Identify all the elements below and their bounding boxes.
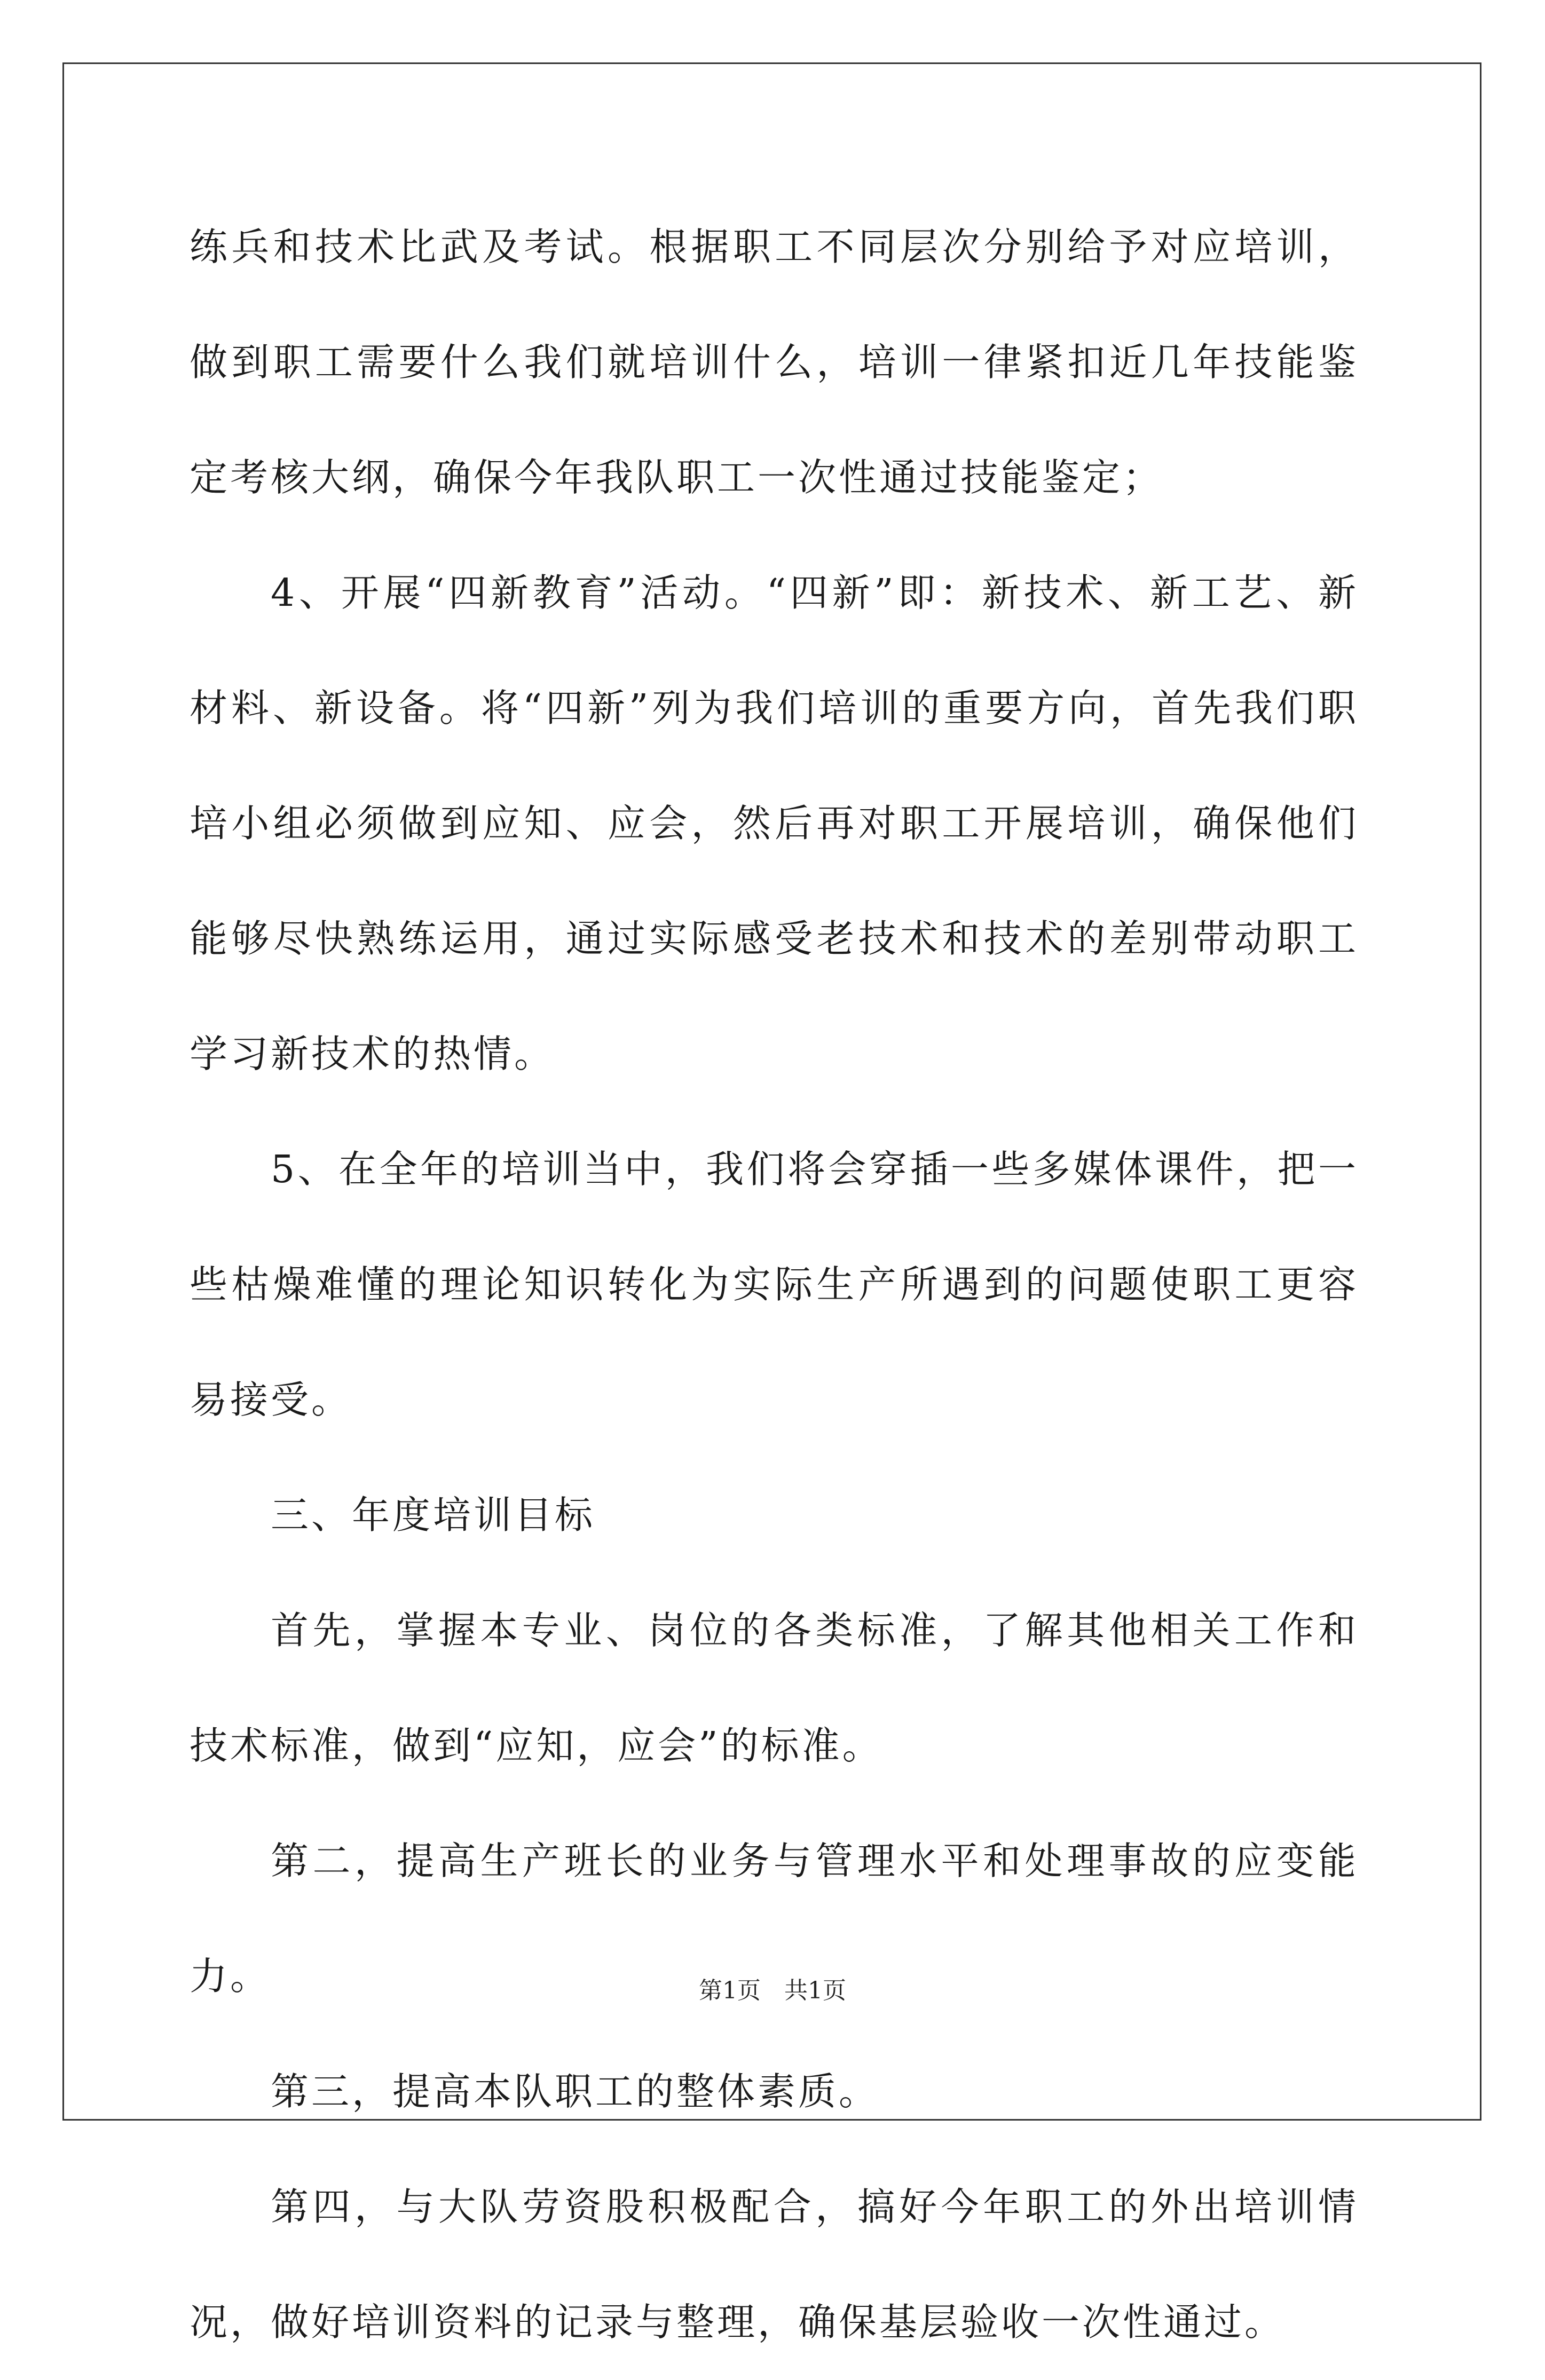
section-heading: 三、年度培训目标 [271, 1493, 596, 1537]
document-body [190, 189, 1359, 2380]
paragraph-item-5: 5、在全年的培训当中，我们将会穿插一些多媒体课件，把一些枯燥难懂的理论知识转化为实际生产所遇到的问题使职工更容易接受。 [190, 1147, 1359, 1422]
paragraph-item-4: 4、开展“四新教育”活动。“四新”即：新技术、新工艺、新材料、新设备。将“四新”列为我们培训的重要方向，首先我们职培小组必须做到应知、应会，然后再对职工开展培训，确保他们能够尽快熟练运用，通过实际感受老技术和技术的差别带动职工学习新技术的热情。 [190, 571, 1359, 1076]
paragraph-goal-third: 第三，提高本队职工的整体素质。 [271, 2069, 880, 2114]
paragraph-continuation: 练兵和技术比武及考试。根据职工不同层次分别给予对应培训，做到职工需要什么我们就培训什么，培训一律紧扣近几年技能鉴定考核大纲，确保今年我队职工一次性通过技能鉴定； [190, 225, 1359, 500]
page-number: 第1页 [699, 1977, 761, 2004]
paragraph-goal-fourth: 第四，与大队劳资股积极配合，搞好今年职工的外出培训情况，做好培训资料的记录与整理，确保基层验收一次性通过。 [190, 2185, 1359, 2344]
paragraph-goal-first: 首先，掌握本专业、岗位的各类标准，了解其他相关工作和技术标准，做到“应知，应会”的标准。 [190, 1608, 1359, 1768]
page-total: 共1页 [784, 1977, 846, 2004]
page-footer [0, 1975, 1545, 2007]
paragraph-goal-second: 第二，提高生产班长的业务与管理水平和处理事故的应变能力。 [190, 1839, 1359, 1998]
